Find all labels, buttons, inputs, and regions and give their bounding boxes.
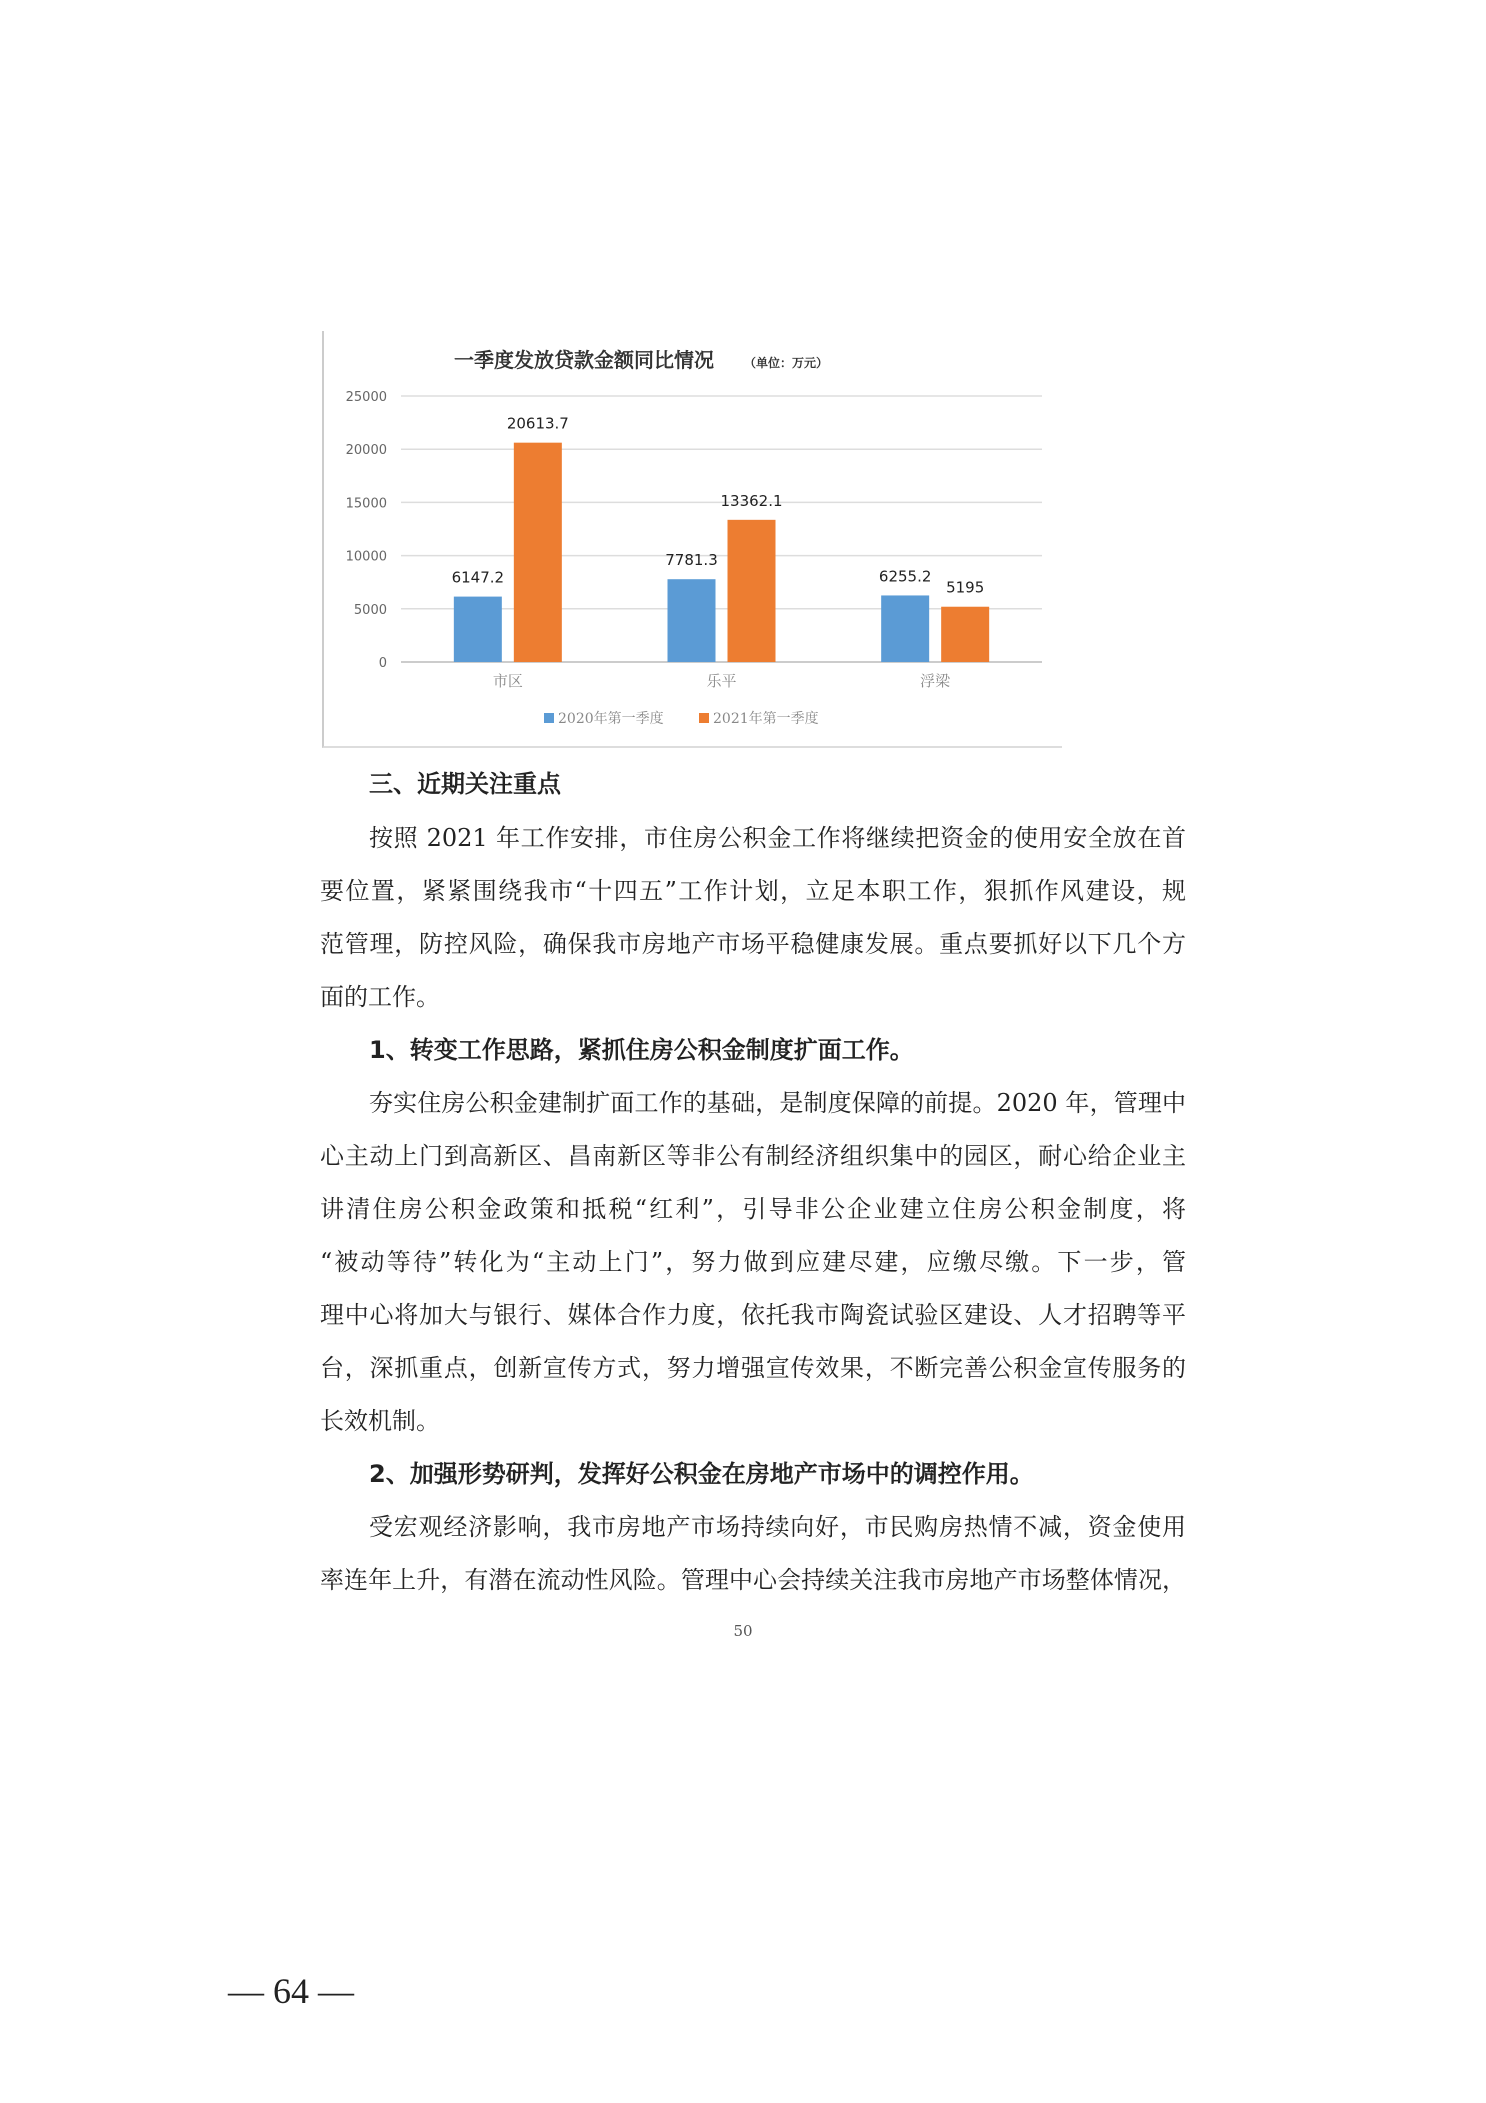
bar-2021 (941, 607, 989, 662)
data-label: 6255.2 (878, 567, 932, 586)
legend-swatch (544, 713, 554, 723)
footer-page-number: — 64 — (228, 1971, 354, 2011)
data-label: 7781.3 (665, 551, 718, 570)
paragraph-line: 要位置，紧紧围绕我市“十四五”工作计划，立足本职工作，狠抓作风建设，规 (320, 877, 1186, 905)
loan-comparison-chart (322, 331, 1062, 748)
bar-2021 (728, 520, 776, 662)
bar-2020 (881, 595, 929, 662)
paragraph-line: 面的工作。 (320, 983, 440, 1011)
legend-label: 2020年第一季度 (558, 711, 664, 727)
data-label: 6147.2 (451, 568, 505, 587)
chart-unit-note: （单位：万元） (744, 356, 829, 370)
paragraph-line: 率连年上升，有潜在流动性风险。管理中心会持续关注我市房地产市场整体情况， (320, 1566, 1186, 1594)
paragraph-line: 长效机制。 (320, 1407, 440, 1435)
paragraph-line: 按照 2021 年工作安排，市住房公积金工作将继续把资金的使用安全放在首 (369, 824, 1186, 852)
y-tick-label: 10000 (345, 549, 387, 565)
x-category-label: 市区 (492, 672, 523, 690)
paragraph-line: 心主动上门到高新区、昌南新区等非公有制经济组织集中的园区，耐心给企业主 (320, 1142, 1186, 1170)
bar-2020 (668, 579, 716, 662)
section-heading: 三、近期关注重点 (369, 770, 561, 798)
data-label: 13362.1 (720, 491, 783, 510)
x-category-label: 乐平 (706, 672, 737, 690)
paragraph-line: 讲清住房公积金政策和抵税“红利”，引导非公企业建立住房公积金制度，将 (320, 1195, 1186, 1223)
legend-label: 2021年第一季度 (713, 711, 819, 727)
inner-page-number: 50 (733, 1622, 753, 1640)
paragraph-line: 受宏观经济影响，我市房地产市场持续向好，市民购房热情不减，资金使用 (369, 1513, 1186, 1541)
y-tick-label: 25000 (345, 390, 387, 405)
bar-2021 (514, 443, 562, 662)
paragraph-line: 范管理，防控风险，确保我市房地产市场平稳健康发展。重点要抓好以下几个方 (320, 930, 1186, 958)
paragraph-line: 夯实住房公积金建制扩面工作的基础，是制度保障的前提。2020 年，管理中 (369, 1089, 1186, 1117)
bar-2020 (454, 597, 502, 662)
paragraph-line: 台，深抓重点，创新宣传方式，努力增强宣传效果，不断完善公积金宣传服务的 (320, 1354, 1186, 1382)
data-label: 5195 (946, 578, 985, 597)
y-tick-label: 5000 (353, 602, 387, 618)
y-tick-label: 20000 (345, 443, 387, 459)
chart-title: 一季度发放贷款金额同比情况 (454, 348, 714, 372)
section-heading: 1、转变工作思路，紧抓住房公积金制度扩面工作。 (369, 1036, 914, 1064)
data-label: 20613.7 (506, 414, 569, 433)
y-tick-label: 15000 (345, 496, 387, 512)
legend-swatch (699, 713, 709, 723)
section-heading: 2、加强形势研判，发挥好公积金在房地产市场中的调控作用。 (369, 1460, 1034, 1488)
paragraph-line: 理中心将加大与银行、媒体合作力度，依托我市陶瓷试验区建设、人才招聘等平 (320, 1301, 1186, 1329)
bar-chart-svg (324, 331, 1062, 746)
paragraph-line: “被动等待”转化为“主动上门”，努力做到应建尽建，应缴尽缴。下一步，管 (320, 1248, 1186, 1276)
x-category-label: 浮梁 (920, 672, 951, 690)
y-tick-label: 0 (378, 656, 387, 671)
